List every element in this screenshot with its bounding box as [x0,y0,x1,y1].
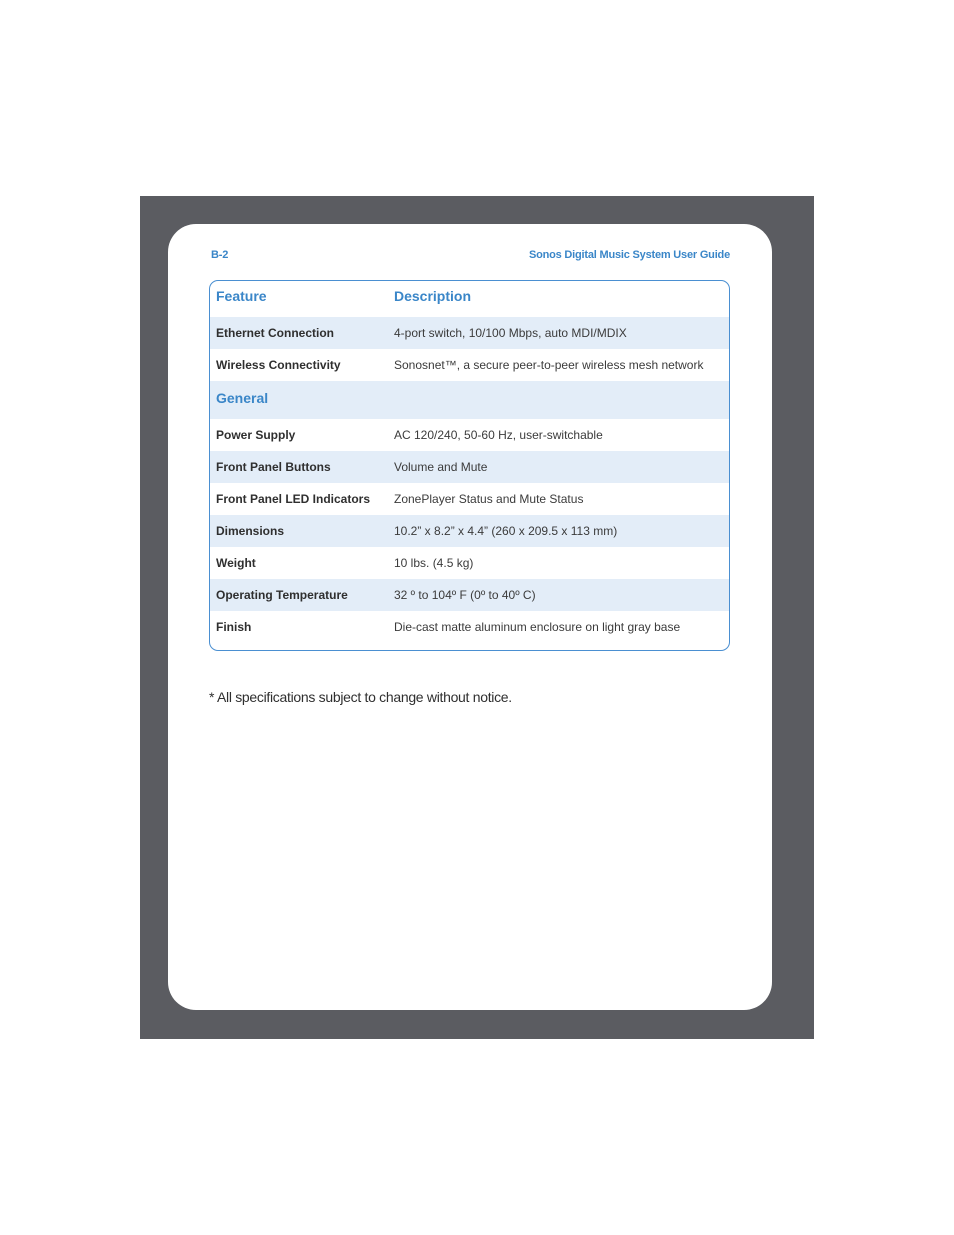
section-header-general [210,381,729,419]
feature-cell: Wireless Connectivity [216,358,341,372]
feature-cell: Front Panel LED Indicators [216,492,371,506]
page-number: B-2 [211,249,229,261]
description-cell: 32 º to 104º F (0º to 40º C) [394,588,536,602]
table-row [210,611,729,643]
feature-cell: Power Supply [216,428,296,442]
column-header-feature: Feature [216,288,267,304]
table-row [210,547,729,579]
document-title: Sonos Digital Music System User Guide [528,249,730,261]
description-cell: Sonosnet™, a secure peer-to-peer wireless mesh network [394,358,704,372]
feature-cell: Weight [216,556,256,570]
description-cell: ZonePlayer Status and Mute Status [394,492,584,506]
description-cell: 10.2” x 8.2” x 4.4” (260 x 209.5 x 113 mm) [394,524,618,538]
feature-cell: Front Panel Buttons [216,460,331,474]
description-cell: Die-cast matte aluminum enclosure on light gray base [394,620,681,634]
table-row [210,515,729,547]
section-title: General [216,390,269,406]
column-header-description: Description [394,288,472,304]
table-row [210,317,729,349]
footnote: * All specifications subject to change without notice. [209,689,512,705]
table-row [210,579,729,611]
feature-cell: Dimensions [216,524,285,538]
description-cell: 10 lbs. (4.5 kg) [394,556,474,570]
description-cell: Volume and Mute [394,460,488,474]
table-row [210,419,729,451]
document-page [168,224,772,1010]
table-row [210,349,729,381]
feature-cell: Ethernet Connection [216,326,335,340]
description-cell: 4-port switch, 10/100 Mbps, auto MDI/MDIX [394,326,627,340]
running-header [211,249,730,265]
table-row [210,483,729,515]
description-cell: AC 120/240, 50-60 Hz, user-switchable [394,428,603,442]
table-header-row [210,281,729,313]
specifications-table [209,280,730,651]
feature-cell: Operating Temperature [216,588,348,602]
table-row [210,451,729,483]
feature-cell: Finish [216,620,252,634]
